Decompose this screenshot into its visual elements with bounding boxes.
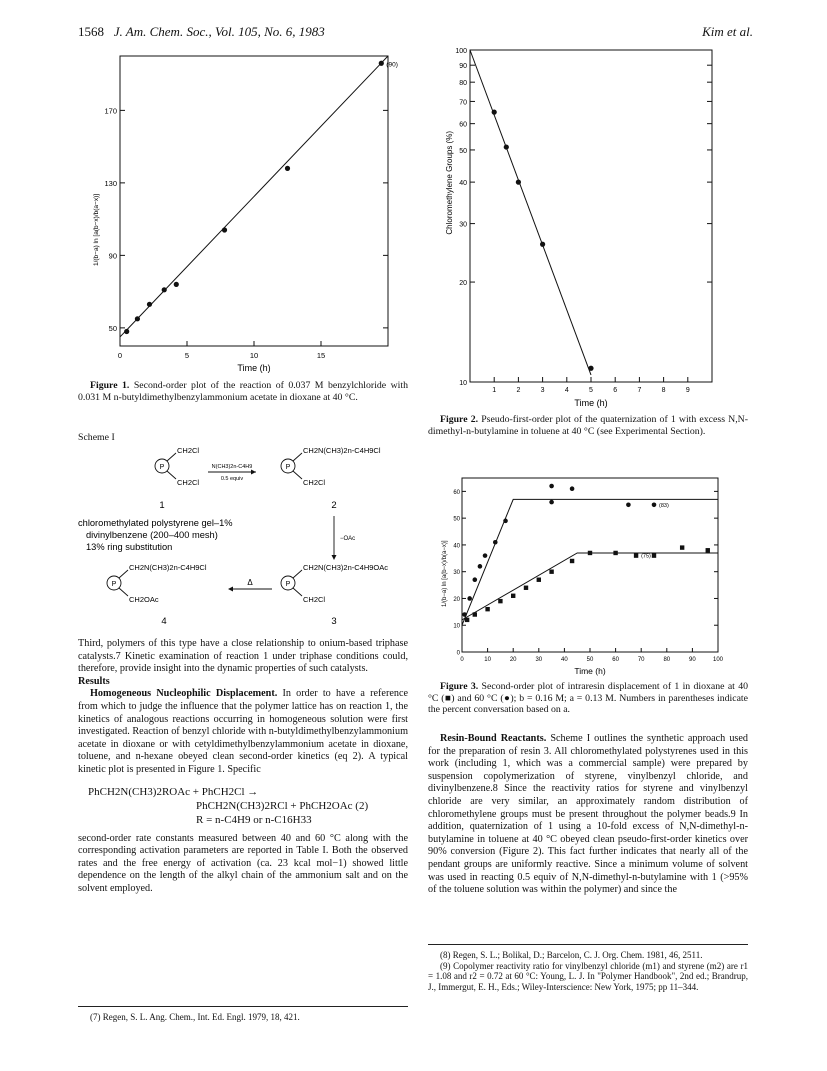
y-axis-label: 1/(b−a) ln [a(b−x)/b(a−x)] (93, 193, 100, 267)
data-point (162, 287, 167, 292)
reagent-acetate: −OAc (340, 536, 356, 542)
homogeneous-heading: Homogeneous Nucleophilic Displacement. (90, 688, 278, 700)
plot-frame (462, 478, 718, 652)
x-tick-label: 0 (117, 351, 123, 360)
y-tick-label: 10 (453, 623, 460, 630)
data-point-circle (626, 502, 631, 507)
right-column-body (428, 733, 748, 897)
compound-2-substituent-top: CH2N(CH3)2n-C4H9Cl (303, 446, 381, 455)
y-axis-label: 1/(b−a) ln [a(b−x)/b(a−x)] (442, 540, 448, 607)
y-tick-label: 0 (456, 650, 460, 657)
x-tick-label: 3 (540, 387, 545, 394)
running-header-authors: Kim et al. (702, 24, 753, 39)
x-tick-label: 40 (561, 657, 568, 663)
x-tick-label: 2 (516, 387, 521, 394)
figure-1-caption-label: Figure 1. (90, 380, 130, 391)
compound-2-resin-label: P (285, 464, 291, 471)
annotation-marker-circle (652, 502, 657, 507)
data-point-square (613, 551, 617, 555)
y-tick-label: 40 (459, 180, 467, 188)
data-point-circle (549, 484, 554, 489)
delta-symbol: Δ (247, 578, 253, 587)
y-tick-label: 100 (455, 48, 467, 55)
data-point (492, 110, 497, 115)
data-point-square (537, 578, 541, 582)
x-tick-label: 5 (589, 387, 593, 394)
y-tick-label: 70 (459, 99, 467, 107)
data-point-square (588, 551, 592, 555)
footnote-9: (9) Copolymer reactivity ratio for vinylbenzyl chloride (m1) and styrene (m2) are r1 = 1.08 and r2 = 0.72 at 60 °C: Young, L. J. In "Polymer Handbook", 2nd ed.; Brandrup, J., Immergut, E. H., Eds.; Wiley-Interscience: New York, 1975; pp 11–344. (428, 960, 748, 992)
compound-4-bond-bottom (119, 588, 128, 596)
compound-label-4: 4 (161, 616, 167, 627)
y-tick-label: 60 (459, 121, 467, 129)
data-point (174, 282, 179, 287)
compound-4-substituent-bottom: CH2OAc (129, 595, 159, 604)
data-point-square (549, 569, 553, 573)
figure-2-caption-label: Figure 2. (440, 414, 479, 425)
reagent-equiv: 0.5 equiv (220, 476, 244, 482)
fit-line (120, 56, 388, 337)
y-tick-label: 50 (108, 323, 117, 333)
scheme-1-diagram (78, 446, 408, 628)
data-point (285, 166, 290, 171)
figure-1-chart (78, 46, 408, 381)
right-paragraph-1: Scheme I outlines the synthetic approach used for the preparation of resin 3. All chloromethylated polystyrenes used in this work (including 1, which was a commercial sample) were prepared by suspension copolymerization of styrene, vinylbenzyl chloride, and divinylbenzene.8 Since the reactivity ratios for styrene and vinylbenzyl chloride are very similar, an approximately random distribution of chloromethylene groups must be present throughout the polymer beads.9 In addition, quaternization of 1 using a 10-fold excess of N,N-dimethyl-n-butylamine in toluene at 40 °C obeyed clean pseudo-first-order kinetics over 90% conversion (Figure 2). This fact further indicates that nearly all of the pendant groups are uniformly reactive. Since a minimum volume of solvent was used in reacting 0.5 equiv of N,N-dimethyl-n-butylamine with 1 (>95% of the toluene solution was within the polymer) and since the (428, 733, 749, 896)
fit-line-40c (462, 553, 718, 620)
compound-1-resin-label: P (159, 464, 165, 471)
x-axis-label: Time (h) (574, 666, 606, 676)
compound-1-substituent-bottom: CH2Cl (177, 478, 200, 487)
x-tick-label: 20 (509, 657, 517, 663)
data-point-square (524, 586, 528, 590)
right-footnotes (428, 950, 748, 992)
data-point-circle (478, 564, 483, 569)
x-axis-label: Time (h) (237, 363, 271, 373)
figure-2-caption-text: Pseudo-first-order plot of the quaternization of 1 with excess N,N-dimethyl-n-butylamine in toluene at 40 °C (see Experimental Section). (428, 414, 749, 437)
data-point (516, 180, 521, 185)
compound-3-substituent-bottom: CH2Cl (303, 595, 326, 604)
figure-3-caption-label: Figure 3. (440, 681, 479, 692)
compound-4-bond-top (119, 570, 128, 578)
left-paragraph-1: Third, polymers of this type have a close relationship to onium-based triphase catalysts.7 Kinetic examination of reaction 1 under triphase conditions could, therefore, provide insight into the dynamic properties of such catalysts. (78, 638, 408, 675)
x-tick-label: 80 (663, 657, 671, 663)
annotation-marker-square (634, 553, 638, 557)
compound-3-bond-top (293, 570, 302, 578)
y-tick-label: 50 (459, 147, 467, 155)
left-paragraph-3: second-order rate constants measured between 40 and 60 °C along with the corresponding activation parameters are reported in Table I. Both the observed rates and the free energy of activation (ca. 23 kcal mol−1) showed little dependence on the length of the alkyl chain of the ammonium salt and on the solvent employed. (78, 832, 408, 894)
data-point-circle (473, 577, 478, 582)
x-tick-label: 5 (184, 351, 190, 360)
x-tick-label: 6 (613, 387, 618, 394)
resin-description-3: 13% ring substitution (86, 542, 173, 552)
data-point-circle (462, 612, 467, 617)
compound-1-bond-top (167, 453, 176, 461)
fit-line (470, 50, 591, 375)
x-tick-label: 60 (612, 657, 619, 663)
compound-4-substituent-top: CH2N(CH3)2n-C4H9Cl (129, 563, 207, 572)
x-tick-label: 15 (316, 351, 326, 360)
compound-2-bond-bottom (293, 471, 302, 479)
y-tick-label: 80 (459, 80, 467, 88)
data-point (147, 302, 152, 307)
y-tick-label: 20 (453, 596, 460, 603)
running-header-left (78, 24, 325, 40)
compound-2-substituent-bottom: CH2Cl (303, 478, 326, 487)
x-tick-label: 70 (637, 657, 645, 663)
y-tick-label: 40 (453, 543, 460, 550)
data-point-circle (570, 486, 575, 491)
data-point-square (652, 553, 656, 557)
data-point-square (473, 612, 477, 616)
y-tick-label: 170 (104, 106, 117, 116)
figure-1-caption-text: Second-order plot of the reaction of 0.037 M benzylchloride with 0.031 M n-butyldimethylbenzylammonium acetate in dioxane at 40 °C. (78, 380, 409, 403)
journal-name: J. Am. Chem. Soc., (113, 24, 212, 39)
x-tick-label: 8 (661, 387, 666, 394)
resin-bound-heading: Resin-Bound Reactants. (440, 733, 547, 744)
y-tick-label: 90 (459, 63, 467, 71)
volume-issue: Vol. 105, No. 6, 1983 (214, 24, 325, 39)
page-number: 1568 (78, 24, 104, 39)
data-point (504, 144, 509, 149)
resin-description-1: chloromethylated polystyrene gel–1% (78, 518, 233, 528)
x-tick-label: 9 (685, 387, 690, 394)
annotation-label-circle: (83) (659, 502, 669, 509)
data-point-square (498, 599, 502, 603)
compound-label-3: 3 (331, 616, 337, 627)
data-point-square (485, 607, 489, 611)
figure-2-caption (428, 414, 748, 437)
y-axis-label: Chloromethylene Groups (%) (445, 130, 454, 235)
arrowhead-1-to-2 (251, 470, 256, 475)
fit-line-60c (462, 499, 718, 625)
x-tick-label: 7 (637, 387, 642, 394)
data-point-square (465, 618, 469, 622)
compound-label-2: 2 (331, 500, 337, 511)
figure-3-chart (438, 474, 738, 682)
footnote-rule-left (78, 1006, 408, 1007)
figure-3-caption (428, 681, 748, 716)
compound-1-bond-bottom (167, 471, 176, 479)
y-tick-label: 30 (459, 221, 467, 229)
figure-1-caption (78, 380, 408, 403)
y-tick-label: 10 (459, 380, 467, 387)
data-point-square (680, 545, 684, 549)
data-point (588, 366, 593, 371)
data-point (124, 329, 129, 334)
data-point-circle (503, 519, 508, 524)
data-point-circle (467, 596, 472, 601)
annotation-label: (90) (386, 61, 398, 69)
y-tick-label: 50 (453, 516, 460, 523)
compound-1-substituent-top: CH2Cl (177, 446, 200, 455)
annotation-label-square: (75) (641, 553, 651, 560)
figure-2-chart (440, 46, 740, 411)
y-tick-label: 130 (104, 178, 117, 188)
footnote-8: (8) Regen, S. L.; Bolikal, D.; Barcelon, C. J. Org. Chem. 1981, 46, 2511. (440, 950, 703, 960)
data-point-circle (549, 500, 554, 505)
footnote-7: (7) Regen, S. L. Ang. Chem., Int. Ed. Engl. 1979, 18, 421. (90, 1012, 300, 1022)
data-point-square (511, 594, 515, 598)
equation-2 (78, 785, 408, 827)
equation-line-3: R = n-C4H9 or n-C16H33 (196, 813, 312, 826)
x-tick-label: 4 (564, 387, 569, 394)
data-point-circle (493, 540, 498, 545)
x-tick-label: 50 (586, 657, 594, 663)
compound-3-bond-bottom (293, 588, 302, 596)
results-heading: Results (78, 675, 110, 687)
equation-line-2: PhCH2N(CH3)2RCl + PhCH2OAc (2) (196, 799, 369, 812)
compound-label-1: 1 (159, 500, 165, 511)
left-paragraph-2: In order to have a reference from which to judge the influence that the polymer lattice has on reaction 1, the kinetics of analogous reactions occurring in homogeneous solution were first investigated. Reaction of benzyl chloride with n-butyldimethylbenzylammonium acetate in dioxane or with cetyldimethylbenzylammonium acetate in dioxane, toluene, and n-hexane obeyed clean second-order kinetics (eq 2). A typical kinetic plot is presented in Figure 1. Specific (78, 688, 409, 775)
x-tick-label: 10 (249, 351, 259, 360)
left-column-body (78, 638, 408, 896)
compound-3-resin-label: P (285, 581, 291, 588)
data-point (135, 316, 140, 321)
left-footnotes (78, 1012, 408, 1023)
y-tick-label: 90 (108, 251, 117, 261)
arrowhead-3-to-4 (228, 587, 233, 592)
plot-frame (470, 50, 712, 382)
data-point (222, 227, 227, 232)
compound-2-bond-top (293, 453, 302, 461)
x-axis-label: Time (h) (574, 398, 608, 408)
data-point-square (570, 559, 574, 563)
arrowhead-2-to-3 (332, 555, 337, 560)
plot-frame (120, 56, 388, 346)
x-tick-label: 30 (535, 657, 543, 663)
x-tick-label: 10 (484, 657, 491, 663)
scheme-title: Scheme I (78, 432, 115, 443)
y-tick-label: 30 (453, 570, 460, 577)
data-point-circle (483, 553, 488, 558)
compound-4-resin-label: P (111, 581, 117, 588)
x-tick-label: 0 (460, 657, 464, 663)
reagent-amine: N(CH3)2n-C4H9 (211, 464, 253, 470)
figure-3-caption-text: Second-order plot of intraresin displacement of 1 in dioxane at 40 °C (■) and 60 °C (●); b = 0.16 M; a = 0.13 M. Numbers in parentheses indicate the percent conversation based on a. (428, 681, 748, 716)
y-tick-label: 20 (459, 280, 467, 288)
compound-3-substituent-top: CH2N(CH3)2n-C4H9OAc (303, 563, 389, 572)
data-point-square (706, 548, 710, 552)
data-point (379, 61, 384, 66)
footnote-rule-right (428, 944, 748, 945)
x-tick-label: 100 (712, 657, 724, 663)
resin-description-2: divinylbenzene (200–400 mesh) (86, 530, 218, 540)
x-tick-label: 1 (492, 387, 497, 394)
x-tick-label: 90 (689, 657, 696, 663)
data-point (540, 242, 545, 247)
y-tick-label: 60 (453, 489, 460, 496)
equation-line-1: PhCH2N(CH3)2ROAc + PhCH2Cl → (88, 785, 259, 798)
